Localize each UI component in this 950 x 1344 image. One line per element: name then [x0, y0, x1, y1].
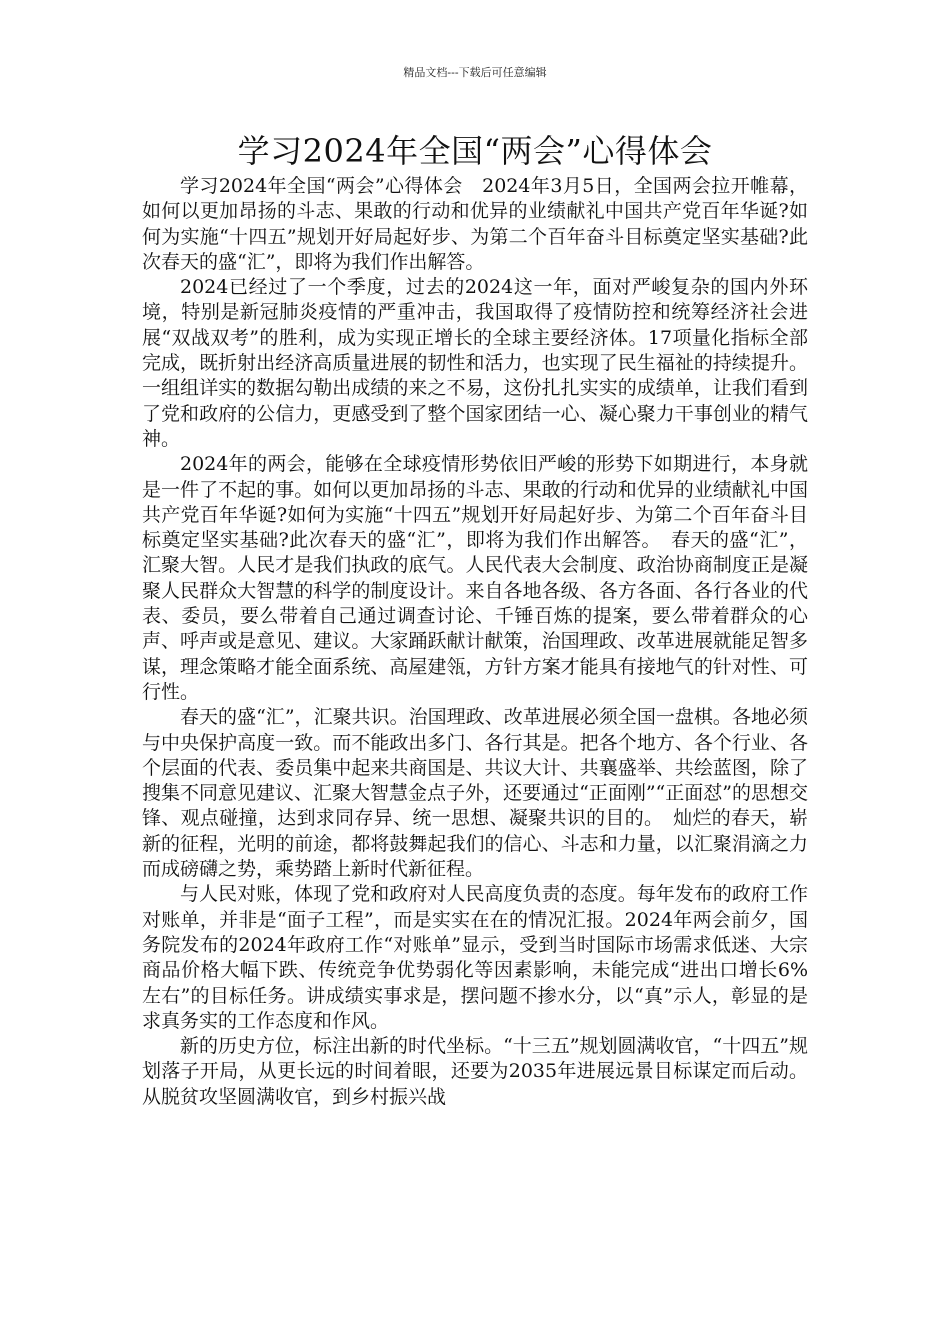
header-note: 精品文档---下载后可任意编辑 [403, 66, 547, 79]
document-title: 学习2024年全国“两会”心得体会 [237, 132, 713, 170]
paragraph: 学习2024年全国“两会”心得体会 2024年3月5日，全国两会拉开帷幕，如何以更加昂扬的斗志、果敢的行动和优异的业绩献礼中国共产党百年华诞?如何为实施“十四五”规划开好局起好步、为第二个百年奋斗目标奠定坚实基础?此次春天的盛“汇”，即将为我们作出解答。 [142, 175, 808, 273]
paragraph: 2024已经过了一个季度，过去的2024这一年，面对严峻复杂的国内外环境，特别是新冠肺炎疫情的严重冲击，我国取得了疫情防控和统筹经济社会进展“双战双考”的胜利，成为实现正增长的全球主要经济体。17项量化指标全部完成，既折射出经济高质量进展的韧性和活力，也实现了民生福祉的持续提升。一组组详实的数据勾勒出成绩的来之不易，这份扎扎实实的成绩单，让我们看到了党和政府的公信力，更感受到了整个国家团结一心、凝心聚力干事创业的精气神。 [142, 276, 808, 450]
paragraph: 2024年的两会，能够在全球疫情形势依旧严峻的形势下如期进行，本身就是一件了不起的事。如何以更加昂扬的斗志、果敢的行动和优异的业绩献礼中国共产党百年华诞?如何为实施“十四五”规划开好局起好步、为第二个百年奋斗目标奠定坚实基础?此次春天的盛“汇”，即将为我们作出解答。 春天的盛“汇”，汇聚大智。人民才是我们执政的底气。人民代表大会制度、政治协商制度正是凝聚人民群众大智慧的科学的制度设计。来自各地各级、各方各面、各行各业的代表、委员，要么带着自己通过调查讨论、千锤百炼的提案，要么带着群众的心声、呼声或是意见、建议。大家踊跃献计献策，治国理政、改革进展就能足智多谋，理念策略才能全面系统、高屋建瓴，方针方案才能具有接地气的针对性、可行性。 [142, 453, 808, 703]
document-body [142, 174, 808, 1110]
paragraph: 春天的盛“汇”，汇聚共识。治国理政、改革进展必须全国一盘棋。各地必须与中央保护高度一致。而不能政出多门、各行其是。把各个地方、各个行业、各个层面的代表、委员集中起来共商国是、共议大计、共襄盛举、共绘蓝图，除了搜集不同意见建议、汇聚大智慧金点子外，还要通过“正面刚”“正面怼”的思想交锋、观点碰撞，达到求同存异、统一思想、凝聚共识的目的。 灿烂的春天，崭新的征程，光明的前途，都将鼓舞起我们的信心、斗志和力量，以汇聚涓滴之力而成磅礴之势，乘势踏上新时代新征程。 [142, 706, 808, 881]
paragraph: 与人民对账，体现了党和政府对人民高度负责的态度。每年发布的政府工作对账单，并非是“面子工程”，而是实实在在的情况汇报。2024年两会前夕，国务院发布的2024年政府工作“对账单”显示，受到当时国际市场需求低迷、大宗商品价格大幅下跌、传统竞争优势弱化等因素影响，未能完成“进出口增长6%左右”的目标任务。讲成绩实事求是，摆问题不掺水分，以“真”示人，彰显的是求真务实的工作态度和作风。 [142, 883, 808, 1032]
paragraph: 新的历史方位，标注出新的时代坐标。“十三五”规划圆满收官，“十四五”规划落子开局，从更长远的时间着眼，还要为2035年进展远景目标谋定而后动。从脱贫攻坚圆满收官，到乡村振兴战 [142, 1035, 808, 1108]
